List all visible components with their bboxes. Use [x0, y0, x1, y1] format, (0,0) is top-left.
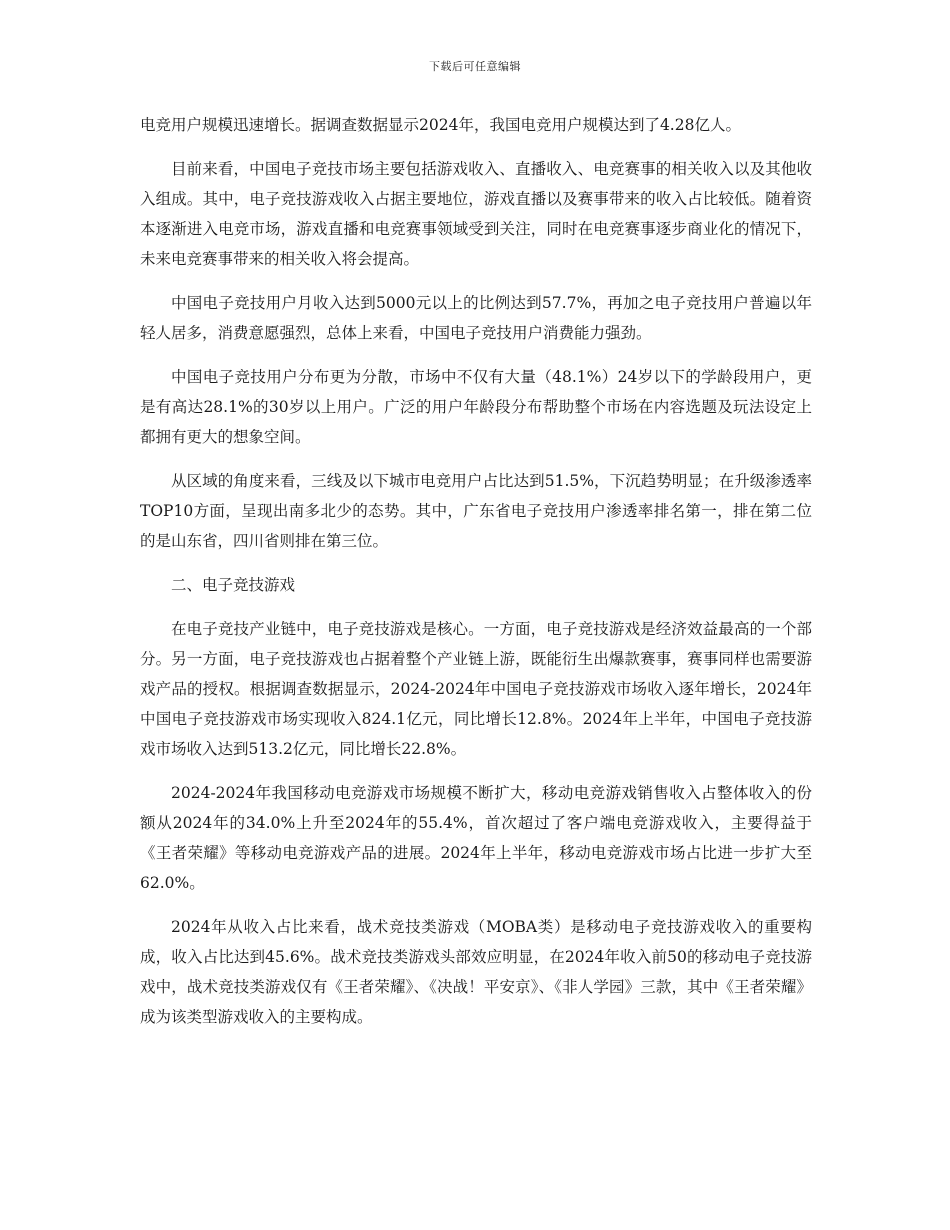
section-heading-esports-games: 二、电子竞技游戏	[171, 576, 296, 594]
paragraph-user-age: 中国电子竞技用户分布更为分散，市场中不仅有大量（48.1%）24岁以下的学龄段用户，更是有高达28.1%的30岁以上用户。广泛的用户年龄段分布帮助整个市场在内容选题及玩法设定上都拥有更大的想象空间。	[140, 368, 812, 446]
paragraph-moba-share: 2024年从收入占比来看，战术竞技类游戏（MOBA类）是移动电子竞技游戏收入的重要构成，收入占比达到45.6%。战术竞技类游戏头部效应明显，在2024年收入前50的移动电子竞技游戏中，战术竞技类游戏仅有《王者荣耀》、《决战！平安京》、《非人学园》三款，其中《王者荣耀》成为该类型游戏收入的主要构成。	[140, 918, 812, 1026]
document-body	[140, 110, 812, 1046]
paragraph-mobile-esports: 2024-2024年我国移动电竞游戏市场规模不断扩大，移动电竞游戏销售收入占整体收入的份额从2024年的34.0%上升至2024年的55.4%，首次超过了客户端电竞游戏收入，主要得益于《王者荣耀》等移动电竞游戏产品的进展。2024年上半年，移动电竞游戏市场占比进一步扩大至62.0%。	[140, 784, 812, 892]
paragraph-region: 从区域的角度来看，三线及以下城市电竞用户占比达到51.5%，下沉趋势明显；在升级渗透率TOP10方面，呈现出南多北少的态势。其中，广东省电子竞技用户渗透率排名第一，排在第二位的是山东省，四川省则排在第三位。	[140, 472, 812, 550]
paragraph-market-composition: 目前来看，中国电子竞技市场主要包括游戏收入、直播收入、电竞赛事的相关收入以及其他收入组成。其中，电子竞技游戏收入占据主要地位，游戏直播以及赛事带来的收入占比较低。随着资本逐渐进入电竞市场，游戏直播和电竞赛事领域受到关注，同时在电竞赛事逐步商业化的情况下，未来电竞赛事带来的相关收入将会提高。	[140, 160, 812, 268]
paragraph-user-income: 中国电子竞技用户月收入达到5000元以上的比例达到57.7%，再加之电子竞技用户普遍以年轻人居多，消费意愿强烈，总体上来看，中国电子竞技用户消费能力强劲。	[140, 294, 812, 342]
paragraph-industry-chain: 在电子竞技产业链中，电子竞技游戏是核心。一方面，电子竞技游戏是经济效益最高的一个部分。另一方面，电子竞技游戏也占据着整个产业链上游，既能衍生出爆款赛事，赛事同样也需要游戏产品的授权。根据调查数据显示，2024-2024年中国电子竞技游戏市场收入逐年增长，2024年中国电子竞技游戏市场实现收入824.1亿元，同比增长12.8%。2024年上半年，中国电子竞技游戏市场收入达到513.2亿元，同比增长22.8%。	[140, 620, 812, 758]
paragraph-user-scale: 电竞用户规模迅速增长。据调查数据显示2024年，我国电竞用户规模达到了4.28亿人。	[140, 116, 741, 134]
page-header-note: 下载后可任意编辑	[429, 60, 521, 73]
